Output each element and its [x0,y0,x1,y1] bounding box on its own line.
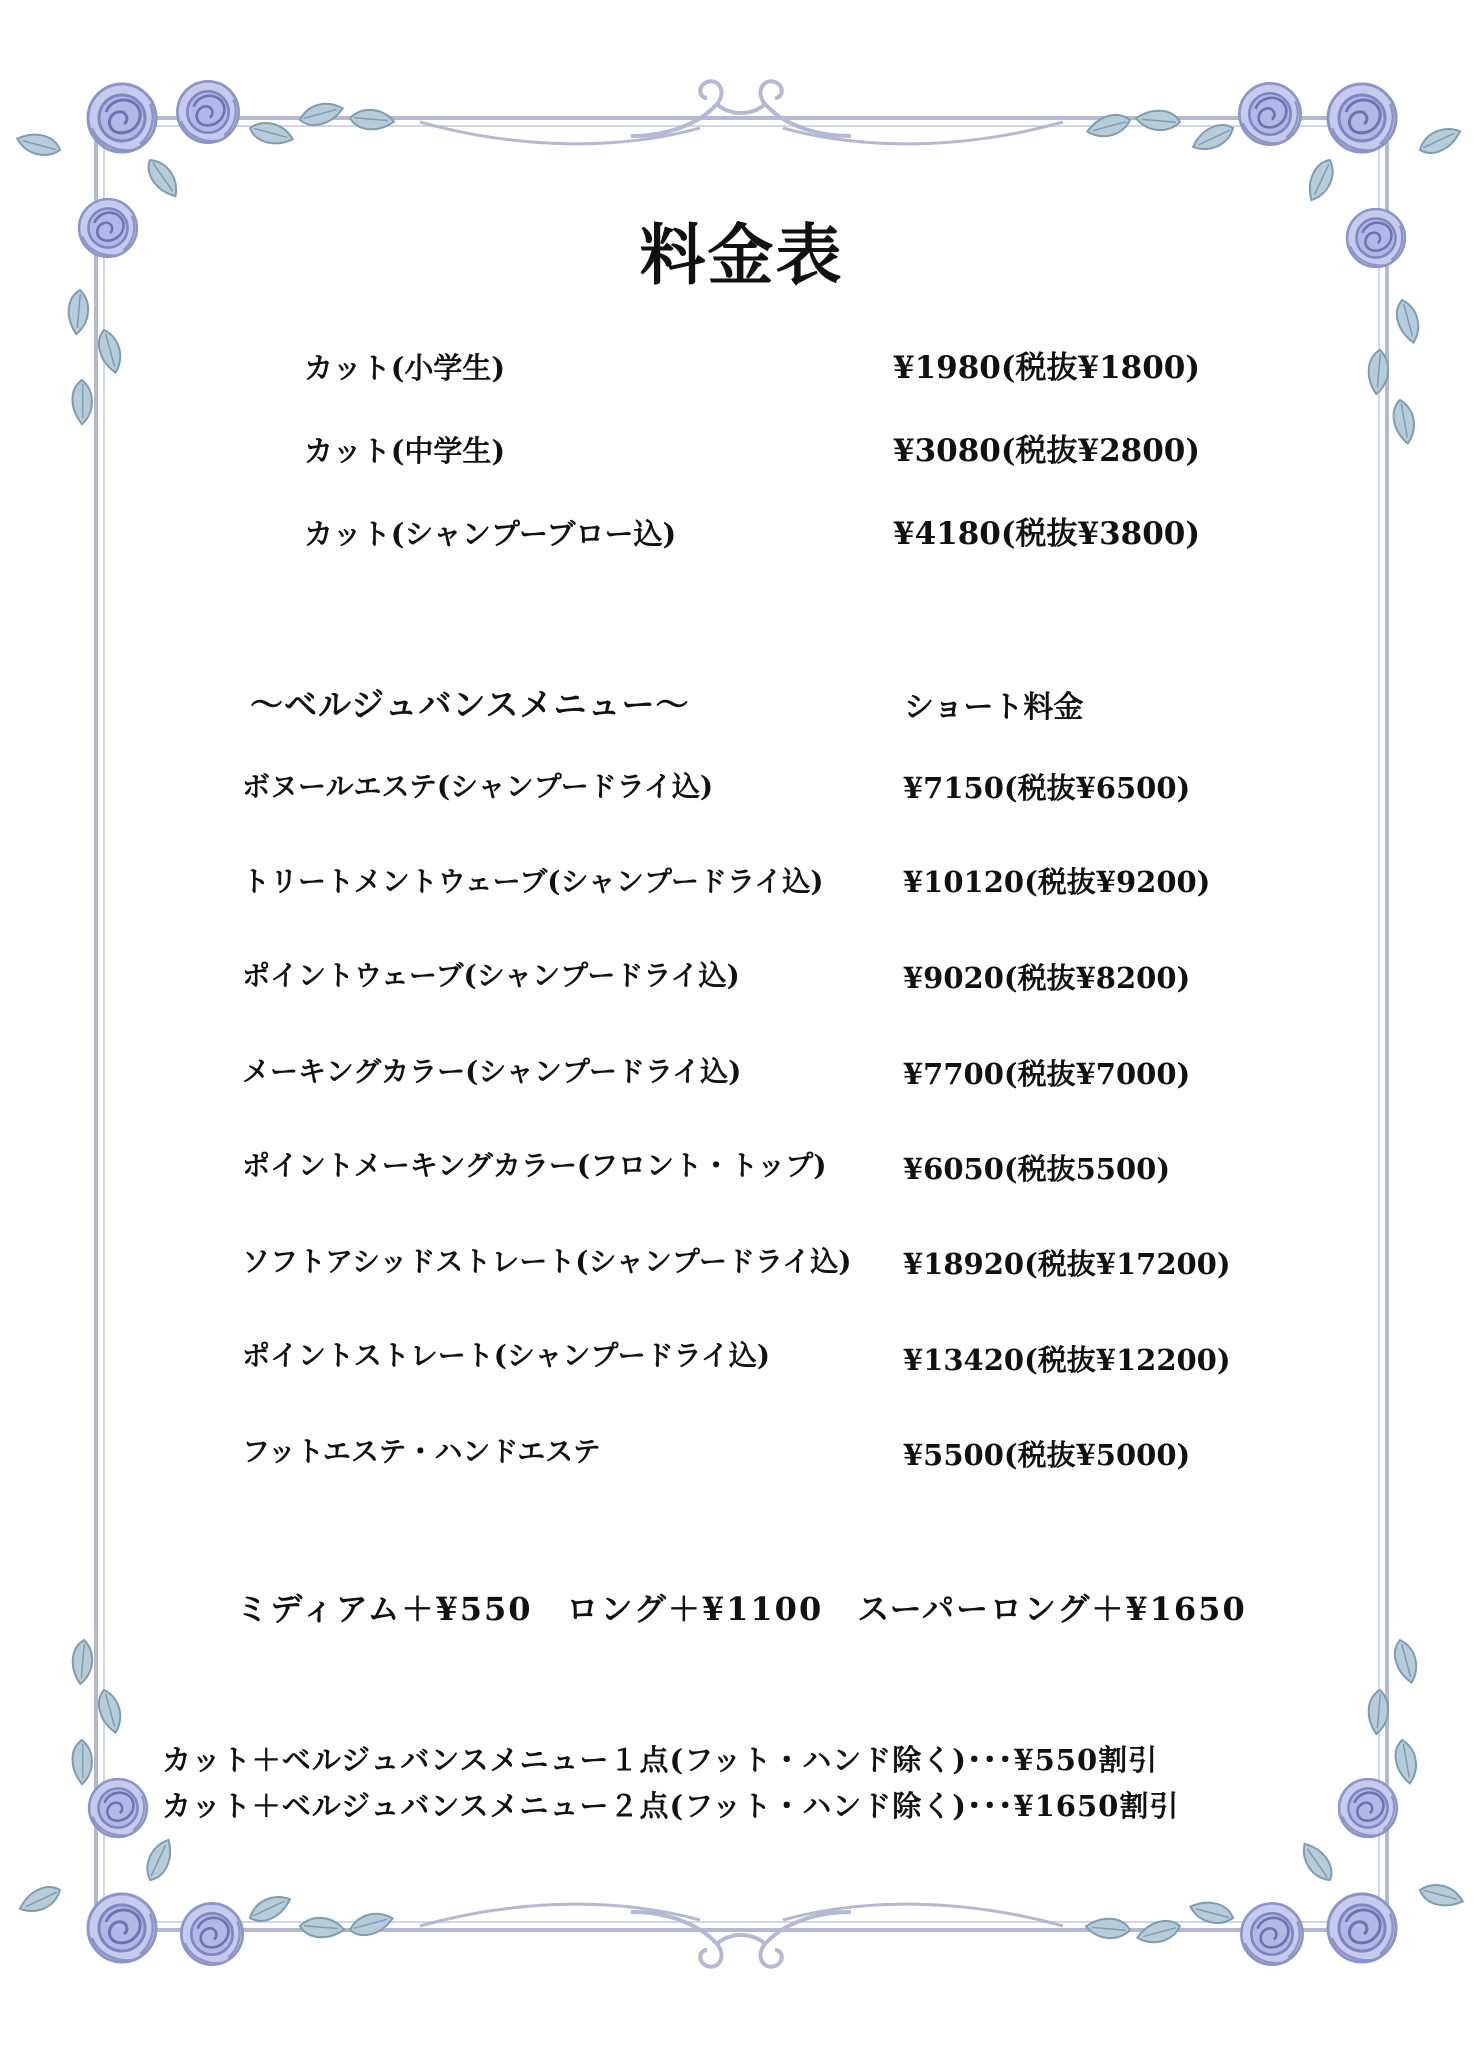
menu-item-price: ¥5500(税抜¥5000) [903,1438,1191,1472]
discount-line-two-items: カット＋ベルジュバンスメニュー２点(フット・ハンド除く)･･･¥1650割引 [162,1789,1180,1823]
page-title: 料金表 [639,216,844,294]
menu-item-price: ¥13420(税抜¥12200) [903,1343,1231,1377]
menu-item-name: フットエステ・ハンドエステ [242,1435,601,1468]
menu-item-name: ポイントストレート(シャンプードライ込) [242,1339,770,1372]
menu-item-name: トリートメントウェーブ(シャンプードライ込) [242,865,824,898]
discount-line-one-item: カット＋ベルジュバンスメニュー１点(フット・ハンド除く)･･･¥550割引 [162,1743,1159,1777]
menu-item-price: ¥18920(税抜¥17200) [903,1247,1231,1281]
menu-item-price: ¥7700(税抜¥7000) [903,1057,1191,1091]
cut-item-name-shampoo-blow: カット(シャンプーブロー込) [304,517,677,551]
short-price-heading: ショート料金 [904,690,1084,725]
cut-item-name-elementary: カット(小学生) [304,351,506,385]
menu-item-price: ¥7150(税抜¥6500) [903,771,1191,805]
menu-item-price: ¥9020(税抜¥8200) [903,961,1191,995]
cut-item-price-elementary: ¥1980(税抜¥1800) [893,350,1201,386]
menu-item-name: メーキングカラー(シャンプードライ込) [242,1055,742,1088]
menu-item-name: ポイントメーキングカラー(フロント・トップ) [242,1149,827,1182]
menu-item-name: ボヌールエステ(シャンプードライ込) [242,770,714,803]
menu-item-price: ¥6050(税抜5500) [903,1152,1171,1186]
length-surcharge-line: ミディアム＋¥550 ロング＋¥1100 スーパーロング＋¥1650 [236,1590,1247,1628]
belgivance-menu-heading: ～ベルジュバンスメニュー～ [250,685,690,724]
cut-item-price-junior-high: ¥3080(税抜¥2800) [893,433,1201,469]
menu-item-name: ポイントウェーブ(シャンプードライ込) [242,959,740,992]
cut-item-name-junior-high: カット(中学生) [304,434,506,468]
cut-item-price-shampoo-blow: ¥4180(税抜¥3800) [893,516,1201,552]
menu-item-name: ソフトアシッドストレート(シャンプードライ込) [242,1245,852,1278]
menu-item-price: ¥10120(税抜¥9200) [903,865,1211,899]
